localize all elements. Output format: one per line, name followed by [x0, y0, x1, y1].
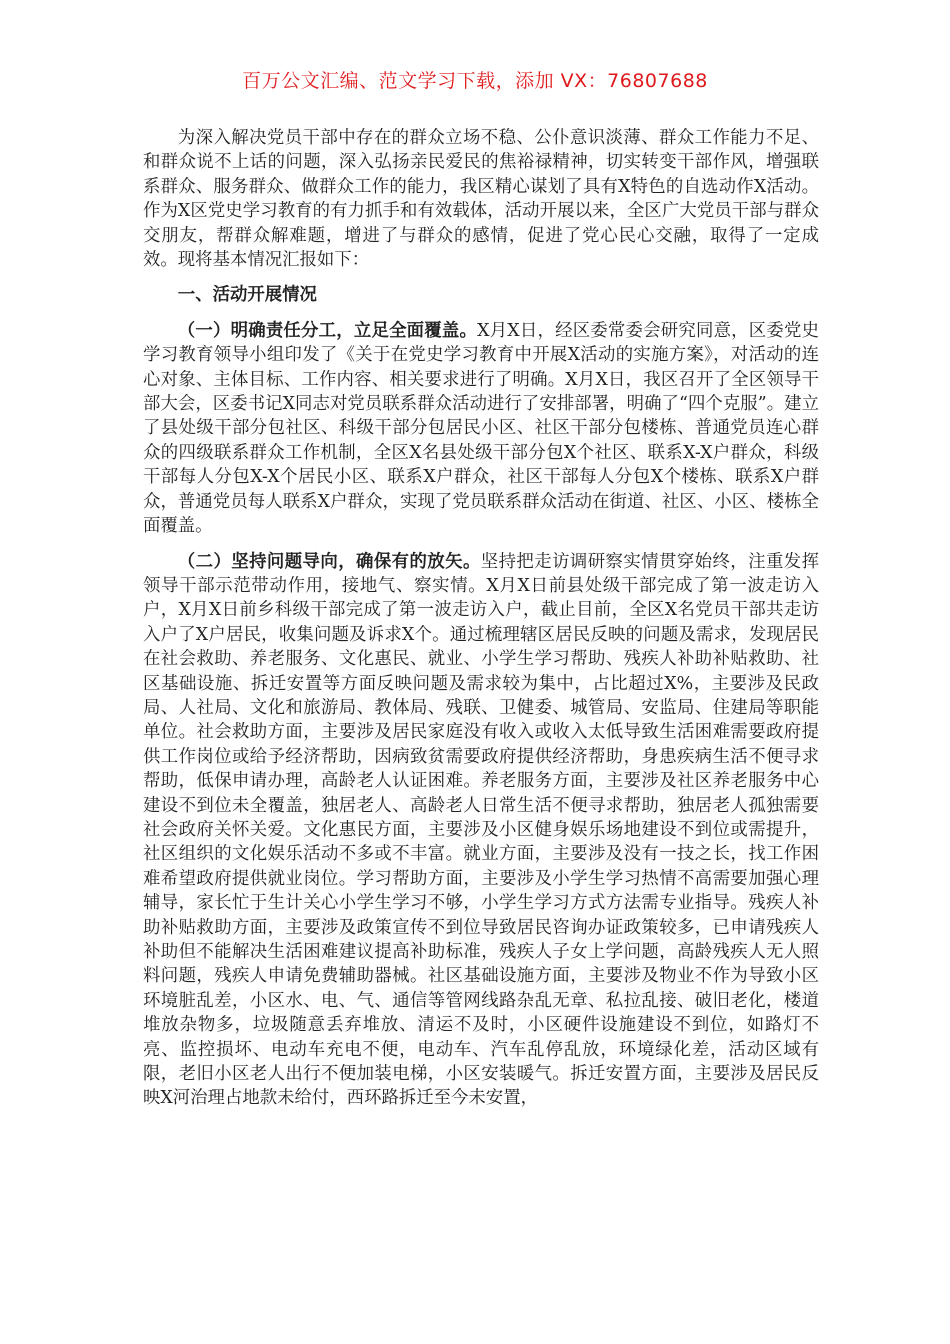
- item2-paragraph: [143, 550, 819, 1111]
- item2-text: 坚持把走访调研察实情贯穿始终，注重发挥领导干部示范带动作用，接地气、察实情。X月X日前县处级干部完成了第一波走访入户，X月X日前乡科级干部完成了第一波走访入户，截止目前，全区X名党员干部共走访入户了X户居民，收集问题及诉求X个。通过梳理辖区居民反映的问题及需求，发现居民在社会救助、养老服务、文化惠民、就业、小学生学习帮助、残疾人补助补贴救助、社区基础设施、拆迁安置等方面反映问题及需求较为集中，占比超过X%，主要涉及民政局、人社局、文化和旅游局、教体局、残联、卫健委、城管局、安监局、住建局等职能单位。社会救助方面，主要涉及居民家庭没有收入或收入太低导致生活困难需要政府提供工作岗位或给予经济帮助，因病致贫需要政府提供经济帮助，身患疾病生活不便寻求帮助，低保申请办理，高龄老人认证困难。养老服务方面，主要涉及社区养老服务中心建设不到位未全覆盖，独居老人、高龄老人日常生活不便寻求帮助，独居老人孤独需要社会政府关怀关爱。文化惠民方面，主要涉及小区健身娱乐场地建设不到位或需提升，社区组织的文化娱乐活动不多或不丰富。就业方面，主要涉及没有一技之长，找工作困难希望政府提供就业岗位。学习帮助方面，主要涉及小学生学习热情不高需要加强心理辅导，家长忙于生计关心小学生学习不够，小学生学习方式方法需专业指导。残疾人补助补贴救助方面，主要涉及政策宣传不到位导致居民咨询办证政策较多，已申请残疾人补助但不能解决生活困难建议提高补助标准，残疾人子女上学问题，高龄残疾人无人照料问题，残疾人申请免费辅助器械。社区基础设施方面，主要涉及物业不作为导致小区环境脏乱差，小区水、电、气、通信等管网线路杂乱无章、私拉乱接、破旧老化，楼道堆放杂物多，垃圾随意丢弃堆放、清运不及时，小区硬件设施建设不到位，如路灯不亮、监控损坏、电动车充电不便，电动车、汽车乱停乱放，环境绿化差，活动区域有限，老旧小区老人出行不便加装电梯，小区安装暖气。拆迁安置方面，主要涉及居民反映X河治理占地款未给付，西环路拆迁至今未安置，: [143, 551, 819, 1109]
- document-body: [143, 126, 819, 1111]
- item1-paragraph: [143, 319, 819, 539]
- intro-paragraph: 为深入解决党员干部中存在的群众立场不稳、公仆意识淡薄、群众工作能力不足、和群众说不上话的问题，深入弘扬亲民爱民的焦裕禄精神，切实转变干部作风，增强联系群众、服务群众、做群众工作的能力，我区精心谋划了具有X特色的自选动作X活动。作为X区党史学习教育的有力抓手和有效载体，活动开展以来，全区广大党员干部与群众交朋友，帮群众解难题，增进了与群众的感情，促进了党心民心交融，取得了一定成效。现将基本情况汇报如下：: [143, 128, 819, 271]
- section-heading: 一、活动开展情况: [177, 285, 317, 306]
- item1-title: （一）明确责任分工，立足全面覆盖。: [177, 320, 478, 341]
- item2-title: （二）坚持问题导向，确保有的放矢。: [177, 551, 481, 572]
- item1-text: X月X日，经区委常委会研究同意，区委党史学习教育领导小组印发了《关于在党史学习教育中开展X活动的实施方案》，对活动的连心对象、主体目标、工作内容、相关要求进行了明确。X月X日，我区召开了全区领导干部大会，区委书记X同志对党员联系群众活动进行了安排部署，明确了“四个克服”。建立了县处级干部分包社区、科级干部分包居民小区、社区干部分包楼栋、普通党员连心群众的四级联系群众工作机制，全区X名县处级干部分包X个社区、联系X-X户群众，科级干部每人分包X-X个居民小区、联系X户群众，社区干部每人分包X个楼栋、联系X户群众，普通党员每人联系X户群众，实现了党员联系群众活动在街道、社区、小区、楼栋全面覆盖。: [143, 320, 819, 537]
- section-heading-paragraph: [143, 283, 819, 307]
- header-banner: 百万公文汇编、范文学习下载，添加 VX：76807688: [242, 70, 708, 92]
